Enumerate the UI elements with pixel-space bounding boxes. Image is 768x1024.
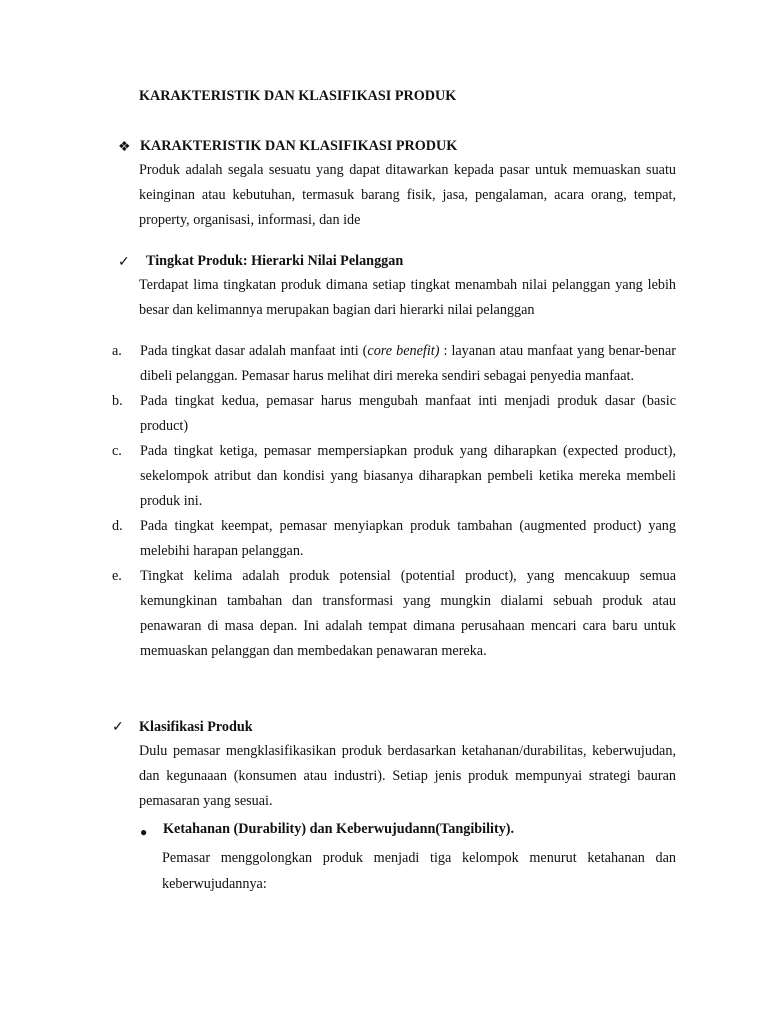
diamond-bullet-icon: ❖ — [118, 139, 131, 155]
section-heading-klasifikasi: Klasifikasi Produk — [139, 719, 253, 735]
list-item-text: Pada tingkat ketiga, pemasar mempersiapkan produk yang diharapkan (expected product), sekelompok atribut dan kondisi yang biasanya diharapkan pembeli ketika mereka membeli produk ini. — [140, 443, 676, 509]
checkmark-icon: ✓ — [118, 254, 130, 270]
list-item-label: b. — [112, 393, 123, 409]
list-item-label: c. — [112, 443, 122, 459]
list-item — [112, 514, 676, 564]
list-item-label: a. — [112, 343, 122, 359]
product-levels-list — [112, 339, 676, 664]
list-item — [112, 389, 676, 439]
section-paragraph-klasifikasi: Dulu pemasar mengklasifikasikan produk berdasarkan ketahanan/durabilitas, keberwujudan, dan kegunaaan (konsumen atau industri). Setiap jenis produk mempunyai strategi bauran pemasaran yang sesuai. — [139, 743, 676, 809]
list-item — [112, 564, 676, 664]
page-title: KARAKTERISTIK DAN KLASIFIKASI PRODUK — [139, 88, 457, 104]
list-item-text: Pada tingkat dasar adalah manfaat inti (core benefit) : layanan atau manfaat yang benar-benar dibeli pelanggan. Pemasar harus melihat diri mereka sendiri sebagai penyedia manfaat. — [140, 343, 676, 384]
section-heading-tingkat-produk: Tingkat Produk: Hierarki Nilai Pelanggan — [146, 253, 404, 269]
section-paragraph-karakteristik: Produk adalah segala sesuatu yang dapat ditawarkan kepada pasar untuk memuaskan suatu keinginan atau kebutuhan, termasuk barang fisik, jasa, pengalaman, acara orang, tempat, property, organisasi, informasi, dan ide — [139, 162, 676, 228]
list-item-text: Pada tingkat kedua, pemasar harus mengubah manfaat inti menjadi produk dasar (basic product) — [140, 393, 676, 434]
section-heading-karakteristik: KARAKTERISTIK DAN KLASIFIKASI PRODUK — [140, 138, 458, 154]
round-bullet-icon: ● — [140, 825, 148, 839]
list-item — [112, 439, 676, 514]
subsection-heading-ketahanan: Ketahanan (Durability) dan Keberwujudann(Tangibility). — [163, 821, 515, 837]
list-item-text: Tingkat kelima adalah produk potensial (potential product), yang mencakuup semua kemungkinan tambahan dan transformasi yang mungkin dialami sebuah produk atau penawaran di masa depan. Ini adalah tempat dimana perusahaan mencari cara baru untuk memuaskan pelanggan dan membedakan penawaran mereka. — [140, 568, 676, 659]
section-paragraph-tingkat-produk: Terdapat lima tingkatan produk dimana setiap tingkat menambah nilai pelanggan yang lebih besar dan kelimannya merupakan bagian dari hierarki nilai pelanggan — [139, 277, 676, 318]
list-item-label: d. — [112, 518, 123, 534]
subsection-paragraph-ketahanan: Pemasar menggolongkan produk menjadi tiga kelompok menurut ketahanan dan keberwujudannya: — [162, 850, 676, 892]
list-item — [112, 339, 676, 389]
list-item-text: Pada tingkat keempat, pemasar menyiapkan produk tambahan (augmented product) yang melebihi harapan pelanggan. — [140, 518, 676, 559]
checkmark-icon: ✓ — [112, 719, 124, 735]
list-item-label: e. — [112, 568, 122, 584]
